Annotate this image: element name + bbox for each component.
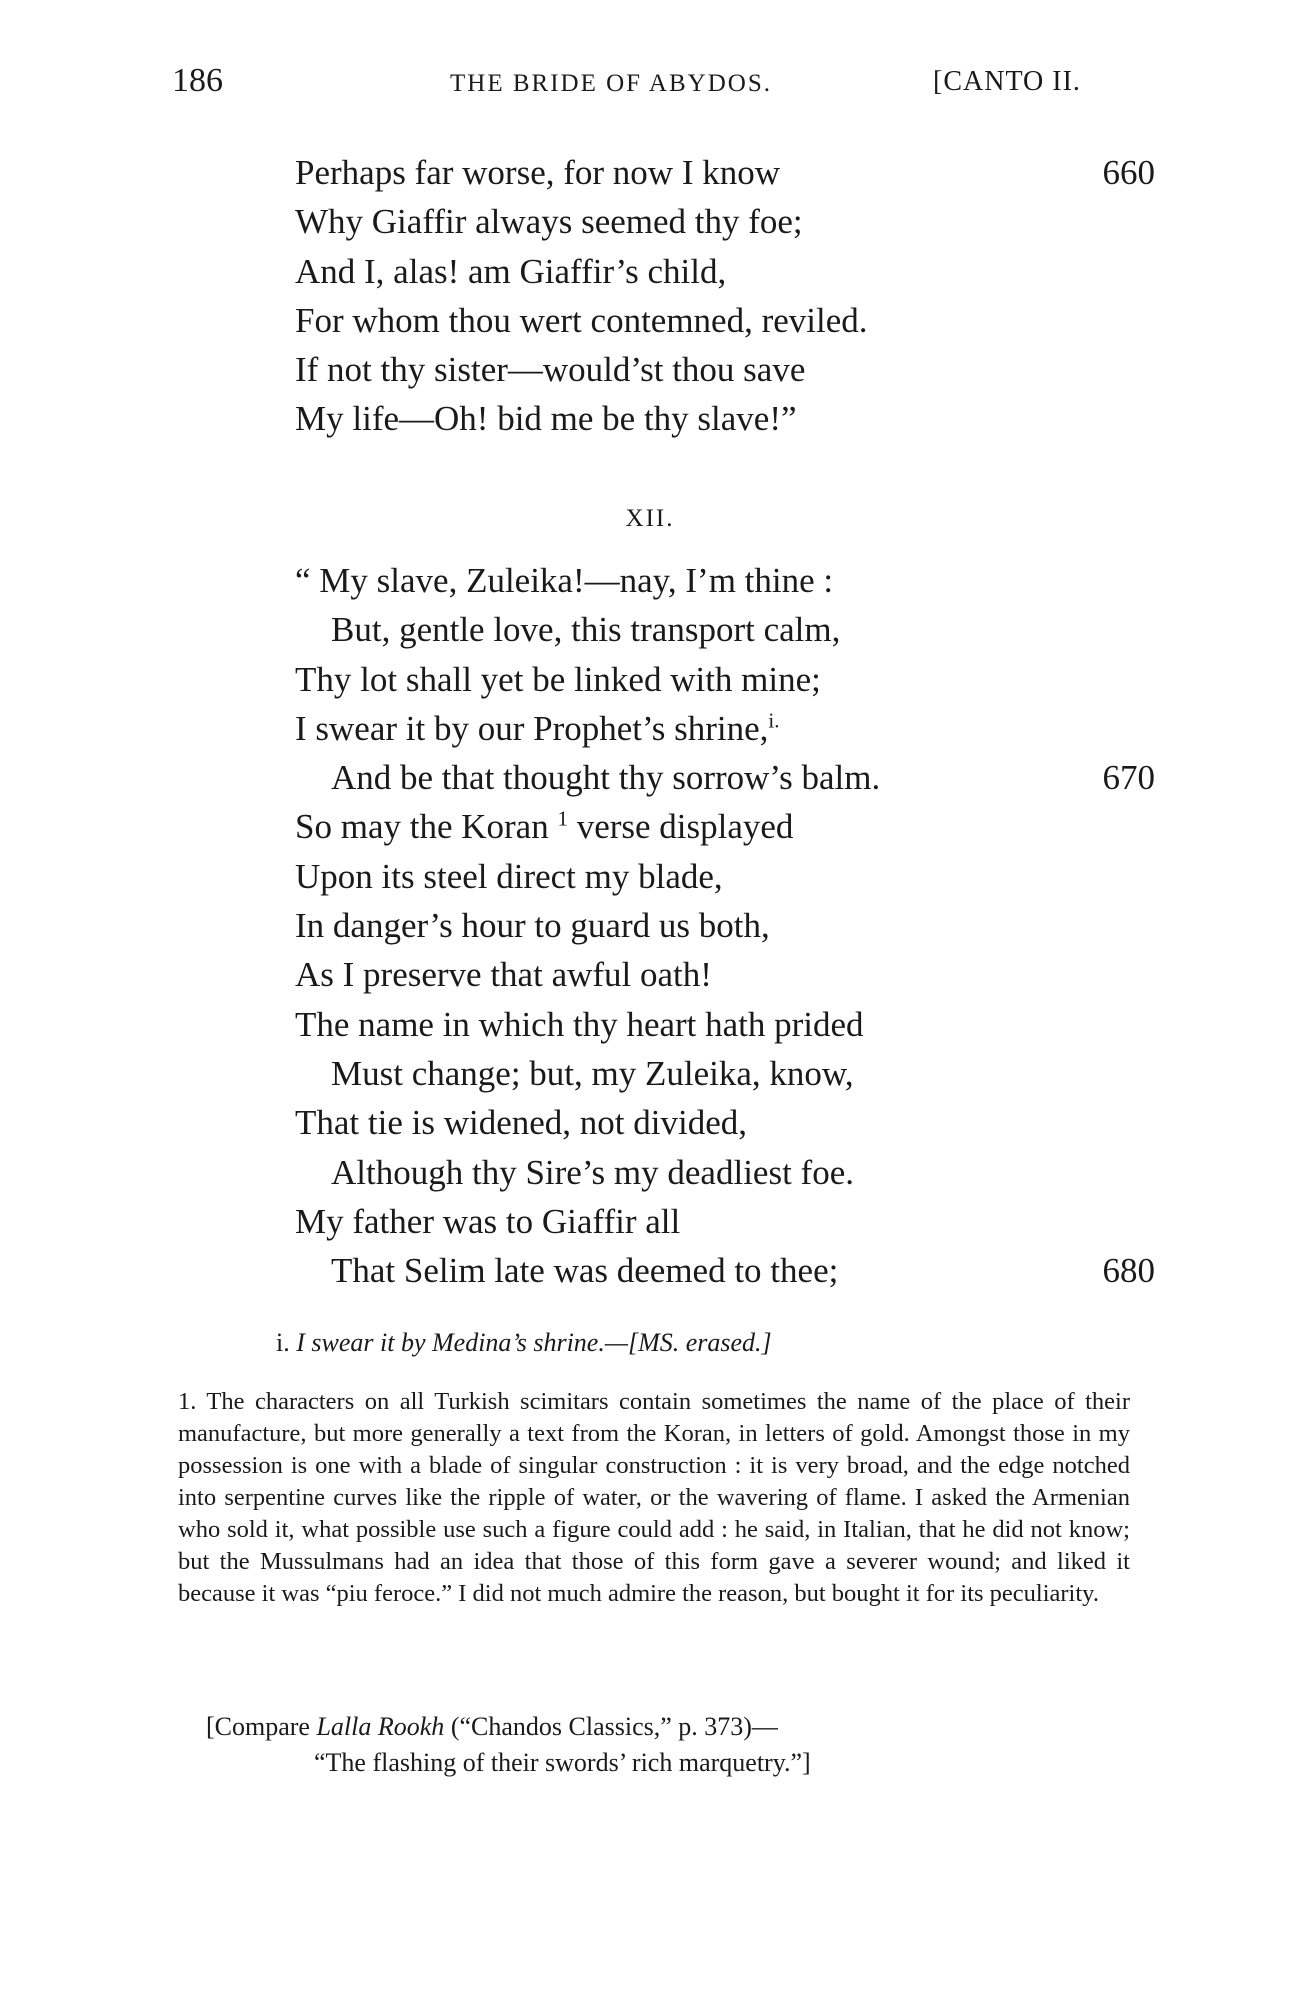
- verse-line: I swear it by our Prophet’s shrine,$^{i.}$: [295, 708, 780, 748]
- stanza-xii: [295, 556, 1155, 1295]
- verse-line: In danger’s hour to guard us both,: [295, 906, 770, 946]
- canto-label: [CANTO II.: [933, 66, 1081, 97]
- verse-line: Thy lot shall yet be linked with mine;: [295, 659, 821, 699]
- footnote-marker: 1: [557, 806, 568, 831]
- verse-line: For whom thou wert contemned, reviled.: [295, 300, 868, 340]
- verse-line: As I preserve that awful oath!: [295, 955, 712, 995]
- footnote-compare: [Compare Lalla Rookh (“Chandos Classics,” p. 373)—: [206, 1712, 778, 1741]
- page-header: [0, 62, 1308, 112]
- verse-line: Upon its steel direct my blade,: [295, 856, 723, 896]
- verse-line: But, gentle love, this transport calm,: [331, 610, 841, 650]
- line-number: 670: [1102, 758, 1155, 798]
- verse-line: That Selim late was deemed to thee; 680: [295, 1246, 1155, 1295]
- verse-line: Perhaps far worse, for now I know 660: [295, 148, 1155, 197]
- section-number: XII.: [625, 505, 675, 532]
- verse-line: And I, alas! am Giaffir’s child,: [295, 251, 727, 291]
- variant-marker: i.: [768, 708, 780, 733]
- footnote-text: 1. The characters on all Turkish scimitars contain sometimes the name of the place of their manufacture, but more generally a text from the Koran, in letters of gold. Amongst those in my possession is one with a blade of singular construction : it is very broad, and the edge notched into serpentine curves like the ripple of water, or the wavering of flame. I asked the Armenian who sold it, what possible use such a figure could add : he said, in Italian, that he did not know; but the Mussulmans had an idea that those of this form gave a severer wound; and liked it because it was “piu feroce.” I did not much admire the reason, but bought it for its peculiarity.: [178, 1388, 1130, 1607]
- footnote: [178, 1386, 1130, 1610]
- line-number: 660: [1102, 153, 1155, 192]
- verse-line: “ My slave, Zuleika!—nay, I’m thine :: [295, 561, 834, 600]
- verse-line: So may the Koran $^1$ verse displayed: [295, 806, 794, 847]
- verse-line: My life—Oh! bid me be thy slave!”: [295, 399, 797, 439]
- variant-label: i.: [276, 1328, 290, 1357]
- verse-line: My father was to Giaffir all: [295, 1201, 681, 1241]
- verse-line: If not thy sister—would’st thou save: [295, 350, 806, 390]
- verse-line: The name in which thy heart hath prided: [295, 1004, 864, 1044]
- variant-text: I swear it by Medina’s shrine.—[MS. erased.]: [296, 1328, 772, 1357]
- footnote-quote: “The flashing of their swords’ rich marquetry.”]: [314, 1748, 811, 1777]
- verse-line: Must change; but, my Zuleika, know,: [331, 1053, 854, 1093]
- variant-note: [276, 1328, 772, 1358]
- verse-line: Although thy Sire’s my deadliest foe.: [331, 1152, 854, 1192]
- line-number: 680: [1102, 1251, 1155, 1291]
- running-title: THE BRIDE OF ABYDOS.: [450, 70, 772, 97]
- verse-line: That tie is widened, not divided,: [295, 1103, 747, 1143]
- verse-line: Why Giaffir always seemed thy foe;: [295, 202, 803, 242]
- stanza-continued: [295, 148, 1155, 444]
- page-number: 186: [172, 62, 223, 99]
- verse-line: And be that thought thy sorrow’s balm. 670: [295, 753, 1155, 802]
